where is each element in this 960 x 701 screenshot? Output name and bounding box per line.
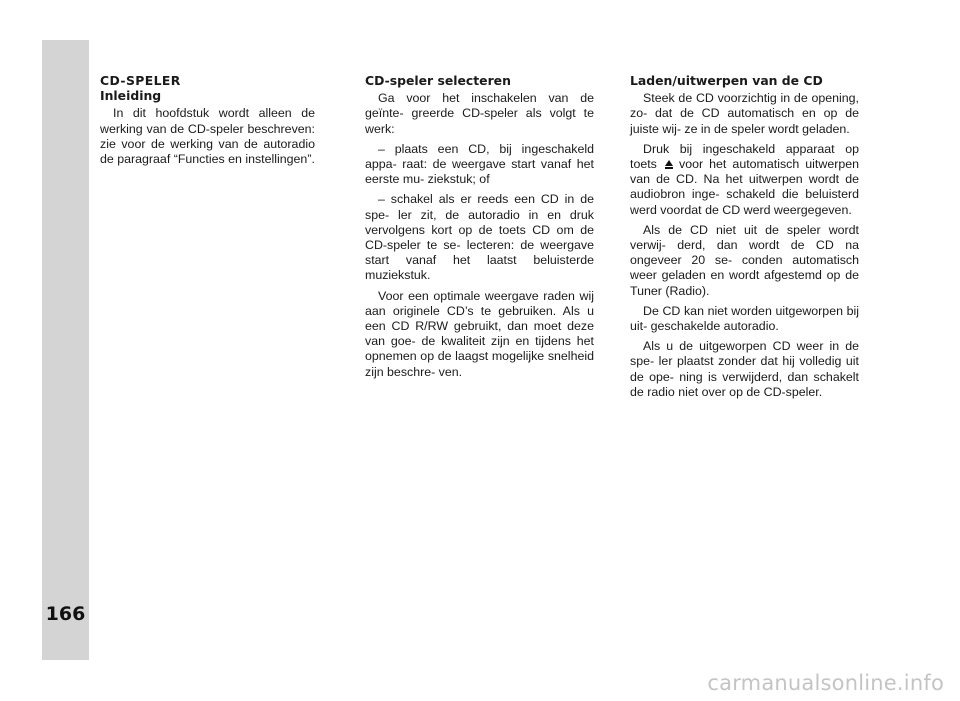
paragraph: Voor een optimale weergave raden wij aan originele CD’s te gebruiken. Als u een CD R/RW gebruikt, dan moet deze van goe- de kwaliteit zijn en tijdens het opnemen op de laagst mogelijke snelheid zijn beschre- ven. xyxy=(365,288,594,379)
column-cd-speler xyxy=(100,73,315,172)
page-number: 166 xyxy=(45,603,86,625)
paragraph: Als u de uitgeworpen CD weer in de spe- ler plaatst zonder dat hij volledig uit de ope- ning is verwijderd, dan schakelt de radio niet over op de CD-speler. xyxy=(630,339,859,399)
paragraph: Ga voor het inschakelen van de geïnte- greerde CD-speler als volgt te werk: xyxy=(365,91,594,136)
eject-icon-bar xyxy=(665,167,673,169)
paragraph: Steek de CD voorzichtig in de opening, zo- dat de CD automatisch en op de juiste wij- ze in de speler wordt geladen. xyxy=(630,91,859,136)
paragraph: De CD kan niet worden uitgeworpen bij uit- geschakelde autoradio. xyxy=(630,303,859,334)
column-cd-speler-selecteren xyxy=(365,73,594,385)
eject-icon xyxy=(665,160,673,166)
paragraph: – plaats een CD, bij ingeschakeld appa- raat: de weergave start vanaf het eerste mu- ziekstuk; of xyxy=(365,141,594,187)
sidebar-band xyxy=(42,40,89,660)
section-heading: CD-speler selecteren xyxy=(365,73,511,88)
section-title xyxy=(18,68,30,268)
watermark: carmanualsonline.info xyxy=(707,671,944,695)
paragraph-eject xyxy=(630,142,859,218)
paragraph-text: Druk bij ingeschakeld apparaat op toets xyxy=(630,141,859,172)
paragraph-text: voor het automatisch uitwerpen van de CD. Na het uitwerpen wordt de audiobron inge- schakeld die beluisterd werd voordat de CD werd weergegeven. xyxy=(630,157,860,217)
paragraph: In dit hoofdstuk wordt alleen de werking van de CD-speler beschreven: zie voor de werking van de autoradio de paragraaf “Functies en instellingen”. xyxy=(100,106,315,167)
section-heading: Laden/uitwerpen van de CD xyxy=(630,73,823,88)
section-title-text: WEGWIJS IN UW AUTO xyxy=(18,68,30,239)
paragraph: – schakel als er reeds een CD in de spe- ler zit, de autoradio in en druk vervolgens kort op de toets CD om de CD-speler te se- lecteren: de weergave start vanaf het laatst beluisterde muziekstuk. xyxy=(365,192,594,283)
chapter-heading: CD-SPELER xyxy=(100,73,181,88)
subheading-inleiding: Inleiding xyxy=(100,88,162,104)
column-laden-uitwerpen xyxy=(630,73,859,405)
paragraph: Als de CD niet uit de speler wordt verwij- derd, dan wordt de CD na ongeveer 20 se- conden automatisch weer geladen en wordt afgestemd op de Tuner (Radio). xyxy=(630,222,859,298)
